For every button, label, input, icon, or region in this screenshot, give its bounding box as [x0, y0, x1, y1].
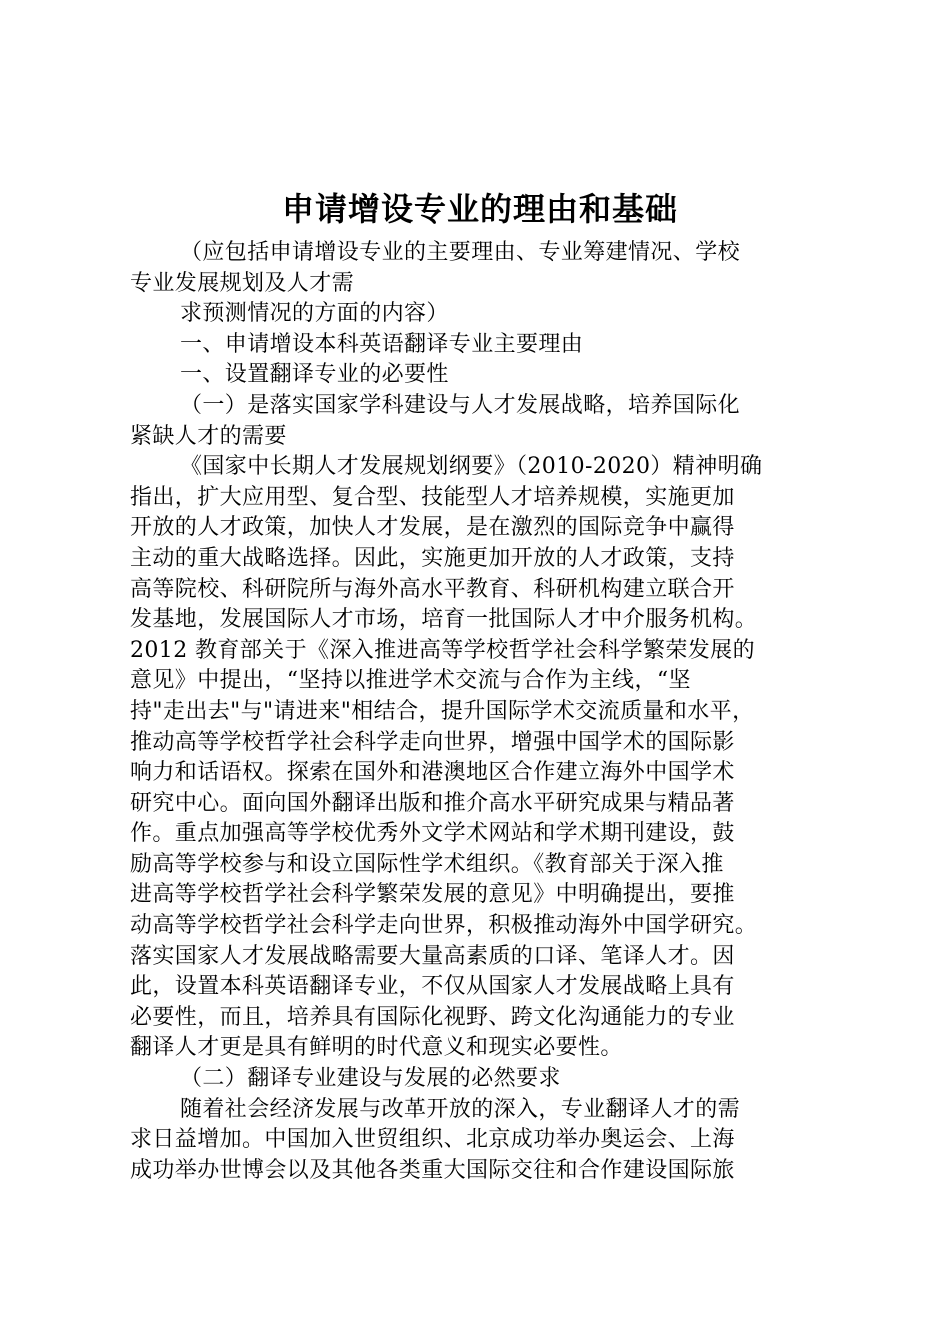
text-line: 2012 教育部关于《深入推进高等学校哲学社会科学繁荣发展的: [130, 637, 755, 663]
text-line: 求日益增加。中国加入世贸组织、北京成功举办奥运会、上海: [130, 1127, 735, 1153]
document-title: 申请增设专业的理由和基础: [281, 190, 678, 228]
text-line: 紧缺人才的需要: [130, 423, 287, 449]
text-line: 励高等学校参与和设立国际性学术组织。《教育部关于深入推: [130, 851, 724, 877]
text-line: 指出，扩大应用型、复合型、技能型人才培养规模，实施更加: [130, 484, 735, 510]
text-line: 高等院校、科研院所与海外高水平教育、科研机构建立联合开: [130, 576, 735, 602]
text-line: 意见》中提出，“坚持以推进学术交流与合作为主线，“坚: [130, 668, 691, 694]
text-line: 《国家中长期人才发展规划纲要》（2010-2020）精神明确: [180, 454, 763, 480]
text-line: 进高等学校哲学社会科学繁荣发展的意见》中明确提出，要推: [130, 882, 735, 908]
subsection-heading-1: [130, 391, 830, 452]
text-line: 推动高等学校哲学社会科学走向世界，增强中国学术的国际影: [130, 729, 735, 755]
paragraph-scope-note: [130, 238, 830, 299]
text-line: 持"走出去"与"请进来"相结合，提升国际学术交流质量和水平，: [130, 698, 755, 724]
text-line: 求预测情况的方面的内容）: [180, 301, 449, 327]
paragraph-talent-strategy: [130, 452, 830, 1064]
text-line: 研究中心。面向国外翻译出版和推介高水平研究成果与精品著: [130, 790, 735, 816]
text-line: 必要性，而且，培养具有国际化视野、跨文化沟通能力的专业: [130, 1004, 735, 1030]
text-line: （二）翻译专业建设与发展的必然要求: [180, 1066, 561, 1092]
text-line: 专业发展规划及人才需: [130, 270, 355, 296]
text-line: 作。重点加强高等学校优秀外文学术网站和学术期刊建设，鼓: [130, 821, 735, 847]
text-line: （应包括申请增设专业的主要理由、专业筹建情况、学校: [180, 240, 741, 265]
text-line: 成功举办世博会以及其他各类重大国际交往和合作建设国际旅: [130, 1157, 735, 1183]
text-line: 动高等学校哲学社会科学走向世界，积极推动海外中国学研究。: [130, 913, 758, 939]
section-heading-1: [130, 330, 830, 361]
text-line: 发基地，发展国际人才市场，培育一批国际人才中介服务机构。: [130, 607, 758, 633]
text-line: 一、设置翻译专业的必要性: [180, 362, 449, 388]
text-line: （一）是落实国家学科建设与人才发展战略，培养国际化: [180, 392, 741, 418]
paragraph-demand-growth: [130, 1095, 830, 1187]
text-line: 随着社会经济发展与改革开放的深入，专业翻译人才的需: [180, 1096, 741, 1122]
text-line: 落实国家人才发展战略需要大量高素质的口译、笔译人才。因: [130, 943, 735, 969]
subsection-heading-2: [130, 1064, 830, 1095]
document-body: [130, 186, 830, 1186]
paragraph-scope-note-cont: [130, 299, 830, 330]
text-line: 翻译人才更是具有鲜明的时代意义和现实必要性。: [130, 1035, 623, 1061]
text-line: 一、申请增设本科英语翻译专业主要理由: [180, 331, 584, 357]
text-line: 开放的人才政策，加快人才发展，是在激烈的国际竞争中赢得: [130, 515, 735, 541]
text-line: 主动的重大战略选择。因此，实施更加开放的人才政策，支持: [130, 545, 735, 571]
text-line: 响力和话语权。探索在国外和港澳地区合作建立海外中国学术: [130, 760, 735, 786]
text-line: 此，设置本科英语翻译专业，不仅从国家人才发展战略上具有: [130, 974, 735, 1000]
section-heading-necessity: [130, 360, 830, 391]
